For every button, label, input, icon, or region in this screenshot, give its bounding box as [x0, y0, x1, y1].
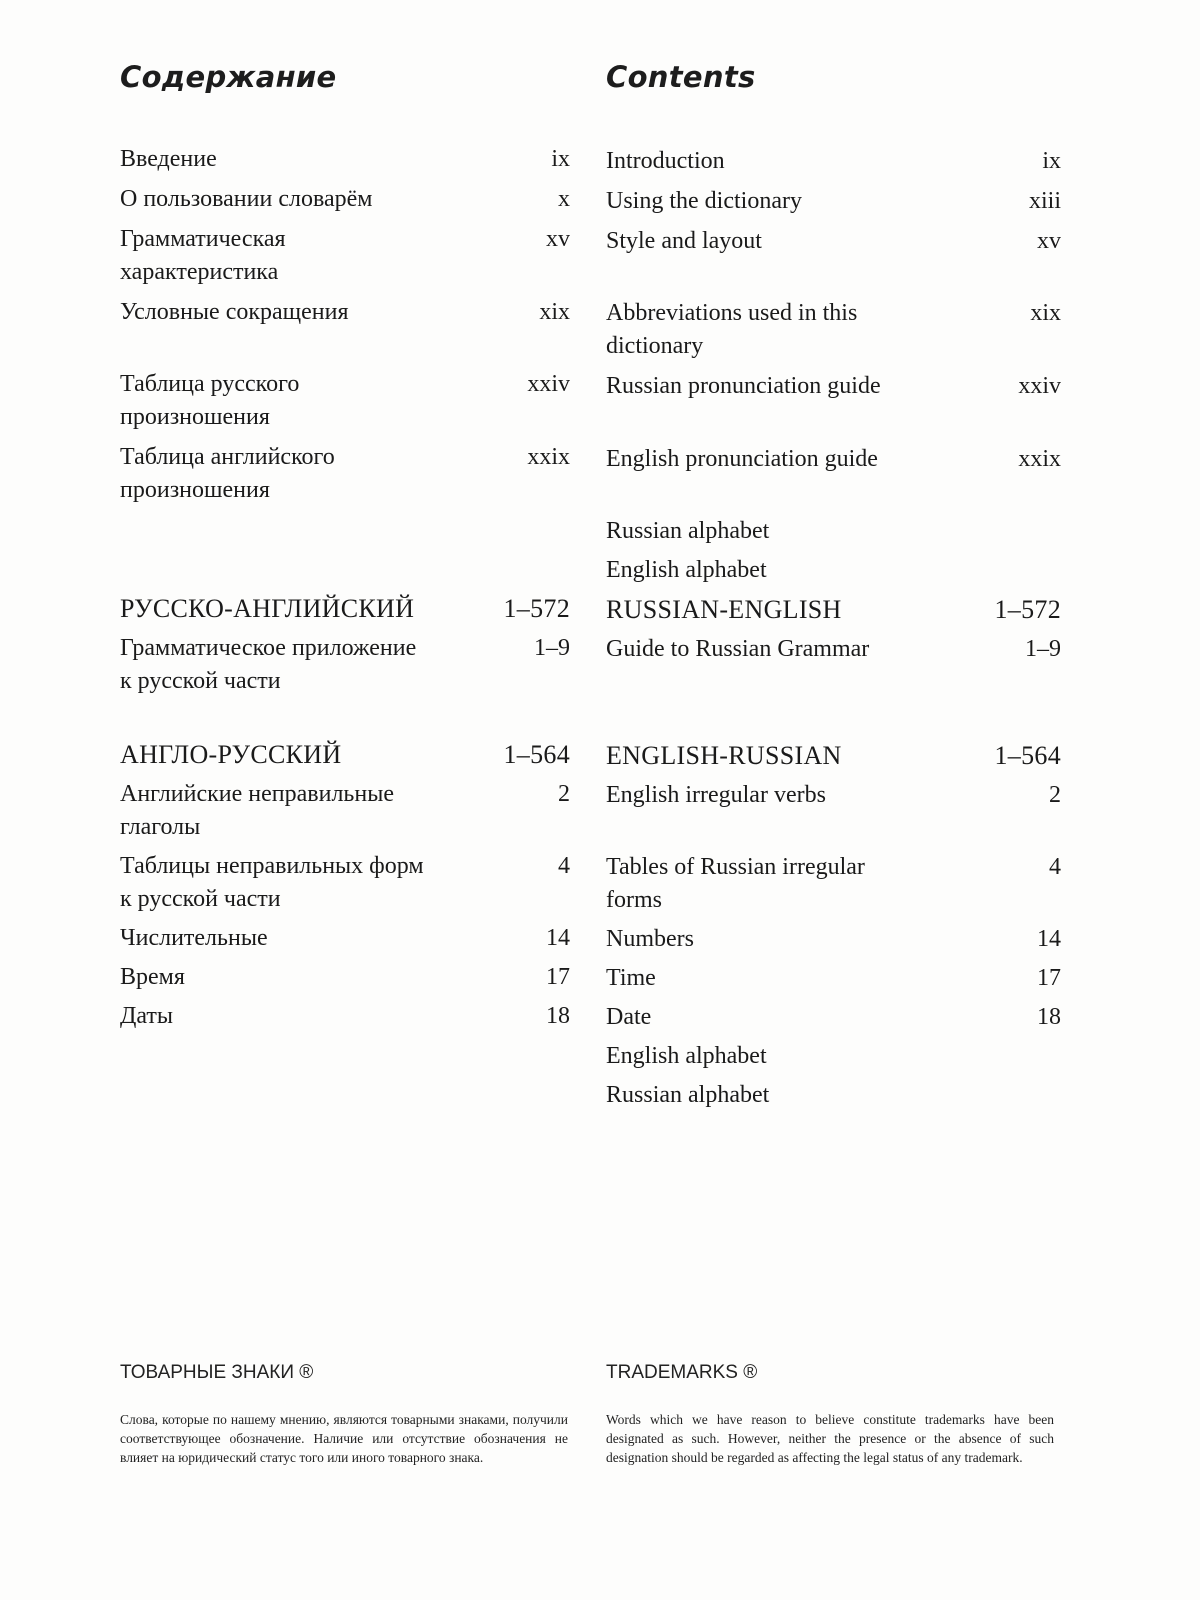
toc-entry-title: Введение — [120, 146, 217, 172]
toc-entry-title: РУССКО-АНГЛИЙСКИЙ — [120, 594, 415, 623]
toc-entry-title: Даты — [120, 1003, 174, 1029]
toc-section-entry — [120, 592, 570, 625]
english-contents-heading: Contents — [606, 60, 756, 94]
toc-entry — [606, 297, 1061, 363]
toc-entry — [606, 923, 1061, 956]
toc-entry-page: 1–9 — [1025, 636, 1061, 662]
toc-entry — [606, 1001, 1061, 1034]
toc-entry-title: Английские неправильные глаголы — [120, 781, 394, 840]
toc-entry — [606, 851, 1061, 917]
toc-section-entry — [606, 739, 1061, 772]
toc-entry-page: xix — [539, 299, 570, 325]
toc-entry-title: Russian alphabet — [606, 518, 770, 544]
toc-entry-page: 17 — [1037, 965, 1061, 991]
toc-entry-title: ENGLISH-RUSSIAN — [606, 741, 842, 770]
toc-entry — [606, 779, 1061, 812]
toc-entry-title: АНГЛО-РУССКИЙ — [120, 740, 342, 769]
toc-entry-page: xxiv — [1018, 373, 1061, 399]
toc-entry-title: Грамматическое приложение к русской части — [120, 635, 417, 694]
toc-entry — [120, 143, 570, 176]
toc-entry — [606, 1040, 1061, 1073]
toc-entry — [606, 554, 1061, 587]
toc-entry-title: RUSSIAN-ENGLISH — [606, 595, 842, 624]
toc-entry-title: Introduction — [606, 148, 725, 174]
toc-entry-title: Numbers — [606, 926, 694, 952]
toc-entry — [120, 223, 570, 289]
toc-entry-title: Таблицы неправильных форм к русской части — [120, 853, 424, 912]
toc-entry-title: Time — [606, 965, 656, 991]
toc-entry-title: Таблица английского произношения — [120, 444, 335, 503]
toc-section-entry — [606, 593, 1061, 626]
toc-entry — [606, 1079, 1061, 1112]
toc-entry-title: English alphabet — [606, 1043, 767, 1069]
toc-entry-page: 14 — [546, 925, 570, 951]
toc-entry-page: 4 — [1049, 854, 1061, 880]
toc-entry — [120, 296, 570, 329]
toc-entry — [120, 368, 570, 434]
toc-entry — [606, 962, 1061, 995]
toc-entry — [606, 633, 1061, 666]
toc-entry — [606, 185, 1061, 218]
toc-entry-title: О пользовании словарём — [120, 186, 373, 212]
toc-entry-title: Style and layout — [606, 228, 762, 254]
toc-entry-page: 2 — [558, 781, 570, 807]
toc-entry — [120, 183, 570, 216]
toc-entry — [120, 961, 570, 994]
toc-entry — [606, 443, 1061, 476]
toc-section-entry — [120, 738, 570, 771]
toc-entry-page: xxix — [527, 444, 570, 470]
toc-entry-title: Числительные — [120, 925, 268, 951]
toc-entry-page: 2 — [1049, 782, 1061, 808]
toc-entry — [606, 515, 1061, 548]
toc-entry-page: xxix — [1018, 446, 1061, 472]
toc-entry-title: Russian pronunciation guide — [606, 373, 881, 399]
toc-entry-title: Russian alphabet — [606, 1082, 770, 1108]
toc-entry — [606, 145, 1061, 178]
toc-entry-page: 4 — [558, 853, 570, 879]
toc-entry — [120, 850, 570, 916]
toc-entry-title: Время — [120, 964, 185, 990]
toc-entry-page: xxiv — [527, 371, 570, 397]
toc-entry — [120, 441, 570, 507]
toc-entry-page: 1–572 — [994, 595, 1061, 624]
trademarks-heading-ru: ТОВАРНЫЕ ЗНАКИ ® — [120, 1362, 314, 1383]
toc-entry — [120, 632, 570, 698]
toc-entry-title: Using the dictionary — [606, 188, 802, 214]
toc-entry-page: 1–564 — [503, 740, 570, 769]
toc-entry-title: Guide to Russian Grammar — [606, 636, 870, 662]
trademarks-notice-ru: Слова, которые по нашему мнению, являются товарными знаками, получили соответствующее обозначение. Наличие или отсутствие обозначения не влияет на юридический статус того или иного товарного знака. — [120, 1412, 568, 1465]
toc-entry-title: Таблица русского произношения — [120, 371, 300, 430]
toc-entry-title: Abbreviations used in this dictionary — [606, 300, 858, 359]
toc-entry-title: Tables of Russian irregular forms — [606, 854, 865, 913]
toc-entry-title: English pronunciation guide — [606, 446, 878, 472]
toc-entry — [120, 922, 570, 955]
toc-entry — [606, 370, 1061, 403]
toc-entry — [120, 778, 570, 844]
toc-entry-page: 18 — [546, 1003, 570, 1029]
toc-entry-page: 17 — [546, 964, 570, 990]
toc-entry-page: 1–9 — [534, 635, 570, 661]
toc-entry-page: 1–572 — [503, 594, 570, 623]
toc-entry — [606, 225, 1061, 258]
russian-contents-heading: Содержание — [120, 60, 337, 94]
toc-entry-page: ix — [1042, 148, 1061, 174]
toc-entry — [120, 1000, 570, 1033]
toc-entry-title: Грамматическая характеристика — [120, 226, 286, 285]
toc-entry-page: 14 — [1037, 926, 1061, 952]
toc-entry-page: xv — [546, 226, 570, 252]
toc-entry-title: English irregular verbs — [606, 782, 826, 808]
toc-entry-title: English alphabet — [606, 557, 767, 583]
toc-entry-title: Условные сокращения — [120, 299, 349, 325]
trademarks-heading-en: TRADEMARKS ® — [606, 1362, 758, 1383]
toc-entry-page: ix — [551, 146, 570, 172]
toc-entry-page: 18 — [1037, 1004, 1061, 1030]
toc-entry-title: Date — [606, 1004, 652, 1030]
toc-entry-page: xiii — [1028, 188, 1061, 214]
toc-entry-page: x — [558, 186, 570, 212]
toc-entry-page: xix — [1030, 300, 1061, 326]
toc-entry-page: 1–564 — [994, 741, 1061, 770]
trademarks-notice-en: Words which we have reason to believe constitute trademarks have been designated as such. However, neither the presence or the absence of such designation should be regarded as affecting the legal status of any trademark. — [606, 1412, 1054, 1465]
toc-entry-page: xv — [1037, 228, 1061, 254]
